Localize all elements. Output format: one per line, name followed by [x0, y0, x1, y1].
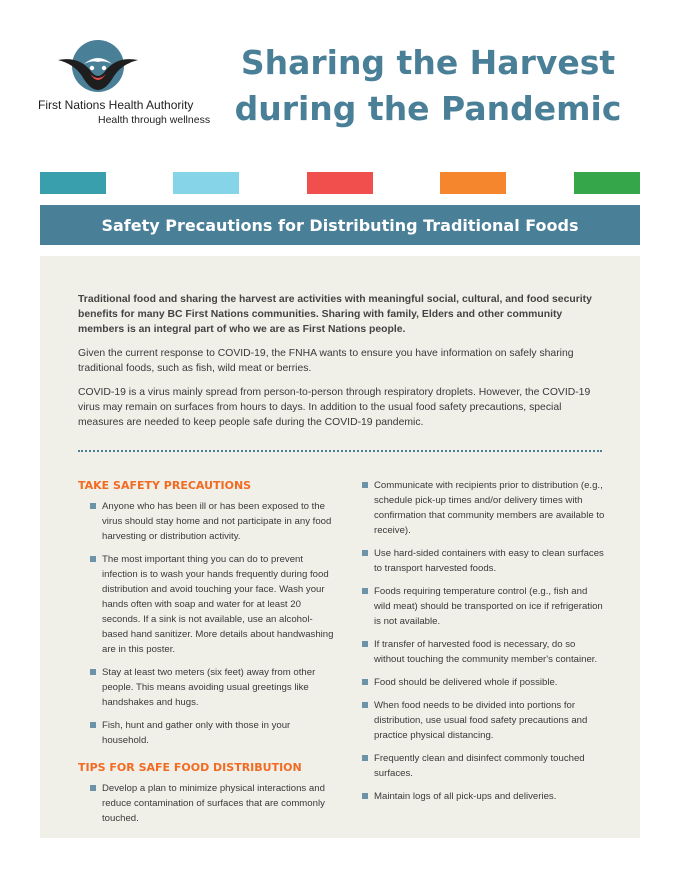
list-item-text: Foods requiring temperature control (e.g., fish and wild meat) should be transported on ice if refrigeration is not available.	[374, 586, 603, 627]
fnha-emblem-icon	[56, 38, 140, 94]
list-item	[78, 552, 336, 657]
list-item-text: Stay at least two meters (six feet) away from other people. This means avoiding usual greetings like handshakes and hugs.	[102, 667, 316, 708]
list-item	[360, 546, 605, 576]
list-item-text: Frequently clean and disinfect commonly touched surfaces.	[374, 753, 585, 779]
list-item	[360, 584, 605, 629]
section-title: Safety Precautions for Distributing Traditional Foods	[101, 215, 579, 235]
bullet-square-icon	[90, 556, 96, 562]
bullet-square-icon	[90, 669, 96, 675]
tips-list-continued	[360, 478, 605, 804]
list-item	[360, 637, 605, 667]
list-item-text: Develop a plan to minimize physical interactions and reduce contamination of surfaces that are commonly touched.	[102, 783, 325, 824]
section-title-band	[40, 205, 640, 245]
fnha-logo	[36, 38, 226, 138]
color-bar-red	[307, 172, 373, 194]
bullet-square-icon	[90, 785, 96, 791]
bullet-square-icon	[362, 641, 368, 647]
list-item	[360, 675, 605, 690]
bullet-square-icon	[90, 722, 96, 728]
list-item	[360, 751, 605, 781]
bullet-square-icon	[362, 482, 368, 488]
bullet-square-icon	[362, 588, 368, 594]
right-column	[360, 478, 605, 812]
color-bar-orange	[440, 172, 506, 194]
org-name: First Nations Health Authority	[38, 98, 194, 112]
title-line-1: Sharing the Harvest	[240, 43, 616, 82]
list-item-text: Use hard-sided containers with easy to clean surfaces to transport harvested foods.	[374, 548, 604, 574]
list-item-text: Food should be delivered whole if possible.	[374, 677, 558, 688]
list-item	[78, 499, 336, 544]
tips-list	[78, 781, 336, 826]
list-item-text: The most important thing you can do to prevent infection is to wash your hands frequently during food distribution and avoid touching your face. Wash your hands often with soap and water for at least 20 seconds. If a sink is not available, use an alcohol-based hand sanitizer. More details about handwashing are in this poster.	[102, 554, 334, 655]
title-line-2: during the Pandemic	[234, 89, 622, 128]
bullet-square-icon	[362, 702, 368, 708]
color-bar-green	[574, 172, 640, 194]
list-item-text: Fish, hunt and gather only with those in your household.	[102, 720, 291, 746]
intro-paragraph-2: Given the current response to COVID-19, the FNHA wants to ensure you have information on safely sharing traditional foods, such as fish, wild meat or berries.	[78, 348, 574, 374]
list-item	[78, 718, 336, 748]
bullet-square-icon	[362, 550, 368, 556]
page-header	[0, 0, 680, 160]
bullet-square-icon	[90, 503, 96, 509]
list-item	[360, 789, 605, 804]
list-item	[78, 781, 336, 826]
list-item	[360, 478, 605, 538]
bullet-square-icon	[362, 793, 368, 799]
content-panel	[40, 256, 640, 838]
page-title	[228, 40, 628, 132]
list-item	[78, 665, 336, 710]
intro-lead: Traditional food and sharing the harvest are activities with meaningful social, cultural, and food security benefits for many BC First Nations communities. Sharing with family, Elders and other community members is an integral part of who we are as First Nations people.	[78, 294, 592, 335]
list-item-text: Communicate with recipients prior to distribution (e.g., schedule pick-up times and/or delivery times with confirmation that community members are available to receive).	[374, 480, 605, 536]
bullet-square-icon	[362, 755, 368, 761]
safety-list	[78, 499, 336, 748]
left-column	[78, 478, 336, 834]
list-item-text: If transfer of harvested food is necessary, do so without touching the community member's container.	[374, 639, 598, 665]
intro-text	[78, 292, 606, 439]
color-bar-light-blue	[173, 172, 239, 194]
safety-heading: TAKE SAFETY PRECAUTIONS	[78, 479, 252, 492]
org-tagline: Health through wellness	[98, 114, 211, 126]
color-bar-teal	[40, 172, 106, 194]
dotted-divider	[78, 450, 602, 452]
list-item-text: When food needs to be divided into portions for distribution, use usual food safety precautions and practice physical distancing.	[374, 700, 588, 741]
list-item-text: Anyone who has been ill or has been exposed to the virus should stay home and not participate in any food harvesting or distribution activity.	[102, 501, 332, 542]
intro-paragraph-3: COVID-19 is a virus mainly spread from person-to-person through respiratory droplets. However, the COVID-19 virus may remain on surfaces from hours to days. In addition to the usual food safety precautions, special measures are needed to keep people safe during the COVID-19 pandemic.	[78, 387, 591, 428]
tips-heading: TIPS FOR SAFE FOOD DISTRIBUTION	[78, 761, 302, 774]
bullet-square-icon	[362, 679, 368, 685]
list-item-text: Maintain logs of all pick-ups and deliveries.	[374, 791, 557, 802]
list-item	[360, 698, 605, 743]
